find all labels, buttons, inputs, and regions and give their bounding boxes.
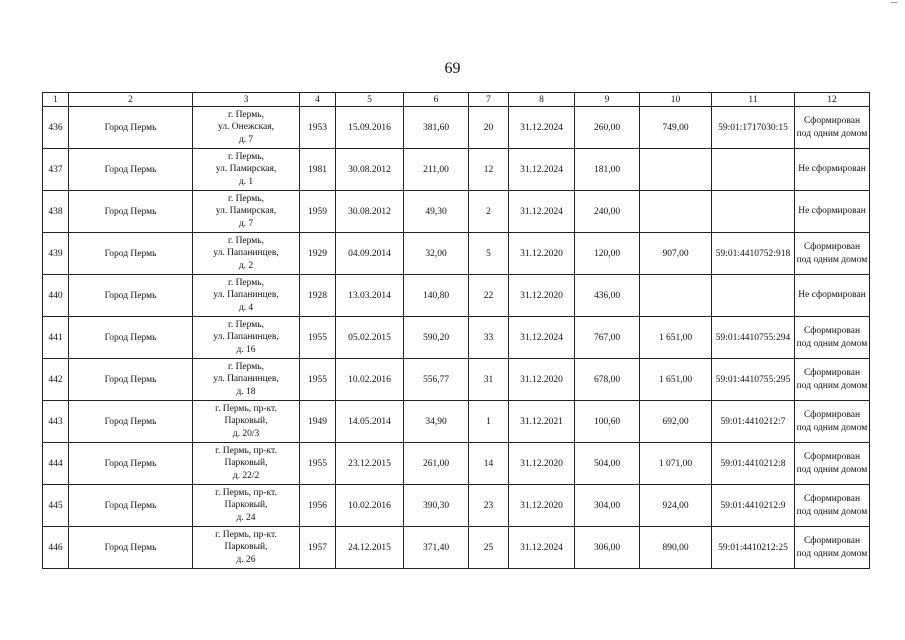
cell-count: 20 [469, 107, 509, 149]
cell-municipality: Город Пермь [69, 401, 193, 443]
cell-area: 381,60 [404, 107, 469, 149]
cell-count: 23 [469, 485, 509, 527]
cell-column-9: 436,00 [575, 275, 640, 317]
cell-cadastral-number: 59:01:4410755:295 [712, 359, 795, 401]
cell-address [193, 401, 300, 443]
cell-number: 445 [43, 485, 69, 527]
cell-area: 390,30 [404, 485, 469, 527]
column-header: 11 [712, 93, 795, 107]
cell-date: 10.02.2016 [336, 359, 404, 401]
address-line-2: Парковый, [224, 416, 268, 427]
cell-status [795, 107, 870, 149]
cell-column-10: 924,00 [640, 485, 712, 527]
cell-cadastral-number: 59:01:4410212:8 [712, 443, 795, 485]
cell-deadline: 31.12.2024 [509, 317, 575, 359]
cell-count: 5 [469, 233, 509, 275]
address-line-3: д. 20/3 [232, 428, 260, 439]
table-row [43, 359, 870, 401]
column-header: 7 [469, 93, 509, 107]
cell-date: 30.08.2012 [336, 191, 404, 233]
cell-date: 15.09.2016 [336, 107, 404, 149]
cell-address [193, 359, 300, 401]
cell-count: 33 [469, 317, 509, 359]
cell-column-9: 678,00 [575, 359, 640, 401]
address-line-2: ул. Онежская, [217, 122, 275, 133]
cell-cadastral-number: 59:01:4410755:294 [712, 317, 795, 359]
column-header: 6 [404, 93, 469, 107]
cell-column-9: 240,00 [575, 191, 640, 233]
cell-address [193, 149, 300, 191]
cell-count: 1 [469, 401, 509, 443]
cell-column-9: 260,00 [575, 107, 640, 149]
cell-municipality: Город Пермь [69, 527, 193, 569]
address-line-3: д. 16 [236, 344, 256, 355]
address-line-2: ул. Памирская, [215, 164, 277, 175]
cell-deadline: 31.12.2020 [509, 233, 575, 275]
cell-date: 10.02.2016 [336, 485, 404, 527]
cell-cadastral-number: 59:01:4410752:918 [712, 233, 795, 275]
cell-deadline: 31.12.2024 [509, 107, 575, 149]
address-line-2: Парковый, [224, 458, 268, 469]
cell-number: 441 [43, 317, 69, 359]
cell-area: 49,30 [404, 191, 469, 233]
cell-date: 24.12.2015 [336, 527, 404, 569]
status-line-1: Сформирован [803, 493, 861, 504]
cell-number: 439 [43, 233, 69, 275]
cell-status [795, 149, 870, 191]
table-row [43, 401, 870, 443]
address-line-2: ул. Папанинцев, [213, 374, 279, 385]
cell-column-9: 100,60 [575, 401, 640, 443]
address-line-3: д. 1 [238, 176, 254, 187]
cell-date: 23.12.2015 [336, 443, 404, 485]
table-row [43, 191, 870, 233]
cell-deadline: 31.12.2024 [509, 527, 575, 569]
cell-municipality: Город Пермь [69, 485, 193, 527]
address-line-1: г. Пермь, [228, 193, 264, 204]
cell-number: 443 [43, 401, 69, 443]
cell-status [795, 527, 870, 569]
table-row [43, 233, 870, 275]
table-row [43, 443, 870, 485]
status-line-1: Сформирован [803, 535, 861, 546]
status-line-2: под одним домом [796, 380, 868, 391]
address-line-3: д. 18 [236, 386, 256, 397]
address-line-1: г. Пермь, [228, 277, 264, 288]
cell-count: 14 [469, 443, 509, 485]
cell-cadastral-number [712, 149, 795, 191]
status-line-1: Сформирован [803, 241, 861, 252]
cell-year: 1981 [300, 149, 336, 191]
cell-column-9: 767,00 [575, 317, 640, 359]
cell-year: 1953 [300, 107, 336, 149]
cell-date: 13.03.2014 [336, 275, 404, 317]
column-header: 3 [193, 93, 300, 107]
status-line-1: Сформирован [803, 325, 861, 336]
cell-deadline: 31.12.2020 [509, 275, 575, 317]
cell-municipality: Город Пермь [69, 359, 193, 401]
cell-number: 444 [43, 443, 69, 485]
cell-year: 1959 [300, 191, 336, 233]
cell-year: 1949 [300, 401, 336, 443]
column-header: 10 [640, 93, 712, 107]
cell-column-10 [640, 275, 712, 317]
address-line-1: г. Пермь, [228, 361, 264, 372]
cell-area: 261,00 [404, 443, 469, 485]
status-line-2: под одним домом [796, 338, 868, 349]
cell-status [795, 443, 870, 485]
address-line-1: г. Пермь, пр-кт. [215, 403, 277, 414]
cell-column-9: 304,00 [575, 485, 640, 527]
cell-status [795, 191, 870, 233]
cell-column-9: 120,00 [575, 233, 640, 275]
address-line-2: ул. Памирская, [215, 206, 277, 217]
cell-count: 2 [469, 191, 509, 233]
cell-number: 436 [43, 107, 69, 149]
address-line-3: д. 7 [238, 134, 254, 145]
cell-column-10: 890,00 [640, 527, 712, 569]
table-header [43, 93, 870, 107]
address-line-3: д. 4 [238, 302, 254, 313]
address-line-2: ул. Папанинцев, [213, 290, 279, 301]
cell-address [193, 275, 300, 317]
cell-area: 32,00 [404, 233, 469, 275]
address-line-1: г. Пермь, [228, 319, 264, 330]
status-line-2: под одним домом [796, 464, 868, 475]
status-line-1: Не сформирован [798, 164, 866, 174]
cell-deadline: 31.12.2020 [509, 443, 575, 485]
address-line-1: г. Пермь, [228, 235, 264, 246]
cell-deadline: 31.12.2024 [509, 149, 575, 191]
cell-cadastral-number: 59:01:4410212:9 [712, 485, 795, 527]
cell-municipality: Город Пермь [69, 233, 193, 275]
cell-deadline: 31.12.2024 [509, 191, 575, 233]
cell-address [193, 443, 300, 485]
cell-column-10: 1 651,00 [640, 317, 712, 359]
status-line-1: Сформирован [803, 409, 861, 420]
cell-cadastral-number [712, 275, 795, 317]
cell-count: 31 [469, 359, 509, 401]
cell-year: 1957 [300, 527, 336, 569]
cell-column-10: 907,00 [640, 233, 712, 275]
cell-year: 1955 [300, 317, 336, 359]
cell-cadastral-number: 59:01:4410212:25 [712, 527, 795, 569]
cell-cadastral-number: 59:01:4410212:7 [712, 401, 795, 443]
cell-column-9: 306,00 [575, 527, 640, 569]
status-line-2: под одним домом [796, 422, 868, 433]
cell-year: 1955 [300, 443, 336, 485]
status-line-2: под одним домом [796, 128, 868, 139]
address-line-1: г. Пермь, [228, 151, 264, 162]
cell-address [193, 485, 300, 527]
cell-area: 371,40 [404, 527, 469, 569]
cell-deadline: 31.12.2021 [509, 401, 575, 443]
cell-column-10 [640, 149, 712, 191]
cell-status [795, 233, 870, 275]
cell-municipality: Город Пермь [69, 317, 193, 359]
cell-count: 22 [469, 275, 509, 317]
header-row [43, 93, 870, 107]
address-line-1: г. Пермь, [228, 109, 264, 120]
scan-mark [891, 2, 897, 3]
cell-area: 211,00 [404, 149, 469, 191]
cell-municipality: Город Пермь [69, 107, 193, 149]
page-number: 69 [444, 60, 461, 77]
table-row [43, 107, 870, 149]
cell-count: 12 [469, 149, 509, 191]
column-header: 9 [575, 93, 640, 107]
status-line-2: под одним домом [796, 506, 868, 517]
status-line-2: под одним домом [796, 548, 868, 559]
cell-year: 1928 [300, 275, 336, 317]
column-header: 5 [336, 93, 404, 107]
status-line-1: Сформирован [803, 451, 861, 462]
cell-address [193, 317, 300, 359]
cell-status [795, 401, 870, 443]
address-line-2: Парковый, [224, 500, 268, 511]
cell-deadline: 31.12.2020 [509, 485, 575, 527]
address-line-2: ул. Папанинцев, [213, 248, 279, 259]
table-row [43, 527, 870, 569]
cell-column-10: 692,00 [640, 401, 712, 443]
address-line-3: д. 22/2 [232, 470, 260, 481]
cell-municipality: Город Пермь [69, 149, 193, 191]
table-row [43, 149, 870, 191]
address-line-2: Парковый, [224, 542, 268, 553]
cell-cadastral-number [712, 191, 795, 233]
address-line-3: д. 24 [236, 512, 256, 523]
cell-number: 446 [43, 527, 69, 569]
cell-status [795, 485, 870, 527]
address-line-1: г. Пермь, пр-кт. [215, 445, 277, 456]
address-line-3: д. 26 [236, 554, 256, 565]
cell-municipality: Город Пермь [69, 275, 193, 317]
cell-date: 05.02.2015 [336, 317, 404, 359]
column-header: 1 [43, 93, 69, 107]
status-line-2: под одним домом [796, 254, 868, 265]
cell-column-9: 181,00 [575, 149, 640, 191]
cell-area: 590,20 [404, 317, 469, 359]
table-row [43, 317, 870, 359]
column-header: 2 [69, 93, 193, 107]
status-line-1: Не сформирован [798, 206, 866, 216]
status-line-1: Сформирован [803, 367, 861, 378]
address-line-1: г. Пермь, пр-кт. [215, 529, 277, 540]
column-header: 12 [795, 93, 870, 107]
cell-column-10: 1 651,00 [640, 359, 712, 401]
cell-number: 437 [43, 149, 69, 191]
cell-year: 1929 [300, 233, 336, 275]
address-line-3: д. 2 [238, 260, 254, 271]
cell-date: 14.05.2014 [336, 401, 404, 443]
cell-count: 25 [469, 527, 509, 569]
status-line-1: Сформирован [803, 115, 861, 126]
cell-column-10: 1 071,00 [640, 443, 712, 485]
cell-status [795, 275, 870, 317]
address-line-2: ул. Папанинцев, [213, 332, 279, 343]
cell-number: 438 [43, 191, 69, 233]
column-header: 4 [300, 93, 336, 107]
cell-date: 04.09.2014 [336, 233, 404, 275]
cell-date: 30.08.2012 [336, 149, 404, 191]
cell-address [193, 191, 300, 233]
cell-number: 440 [43, 275, 69, 317]
cell-area: 556,77 [404, 359, 469, 401]
cell-address [193, 233, 300, 275]
table-row [43, 485, 870, 527]
table-body [43, 107, 870, 569]
cell-column-10: 749,00 [640, 107, 712, 149]
address-line-3: д. 7 [238, 218, 254, 229]
cell-column-10 [640, 191, 712, 233]
cell-address [193, 107, 300, 149]
table-row [43, 275, 870, 317]
cell-status [795, 359, 870, 401]
cell-number: 442 [43, 359, 69, 401]
cell-year: 1955 [300, 359, 336, 401]
cell-address [193, 527, 300, 569]
cell-column-9: 504,00 [575, 443, 640, 485]
cell-cadastral-number: 59:01:1717030:15 [712, 107, 795, 149]
cell-status [795, 317, 870, 359]
cell-municipality: Город Пермь [69, 191, 193, 233]
cell-deadline: 31.12.2020 [509, 359, 575, 401]
cell-municipality: Город Пермь [69, 443, 193, 485]
data-table [42, 92, 870, 569]
cell-area: 140,80 [404, 275, 469, 317]
column-header: 8 [509, 93, 575, 107]
cell-area: 34,90 [404, 401, 469, 443]
status-line-1: Не сформирован [798, 290, 866, 300]
cell-year: 1956 [300, 485, 336, 527]
address-line-1: г. Пермь, пр-кт. [215, 487, 277, 498]
